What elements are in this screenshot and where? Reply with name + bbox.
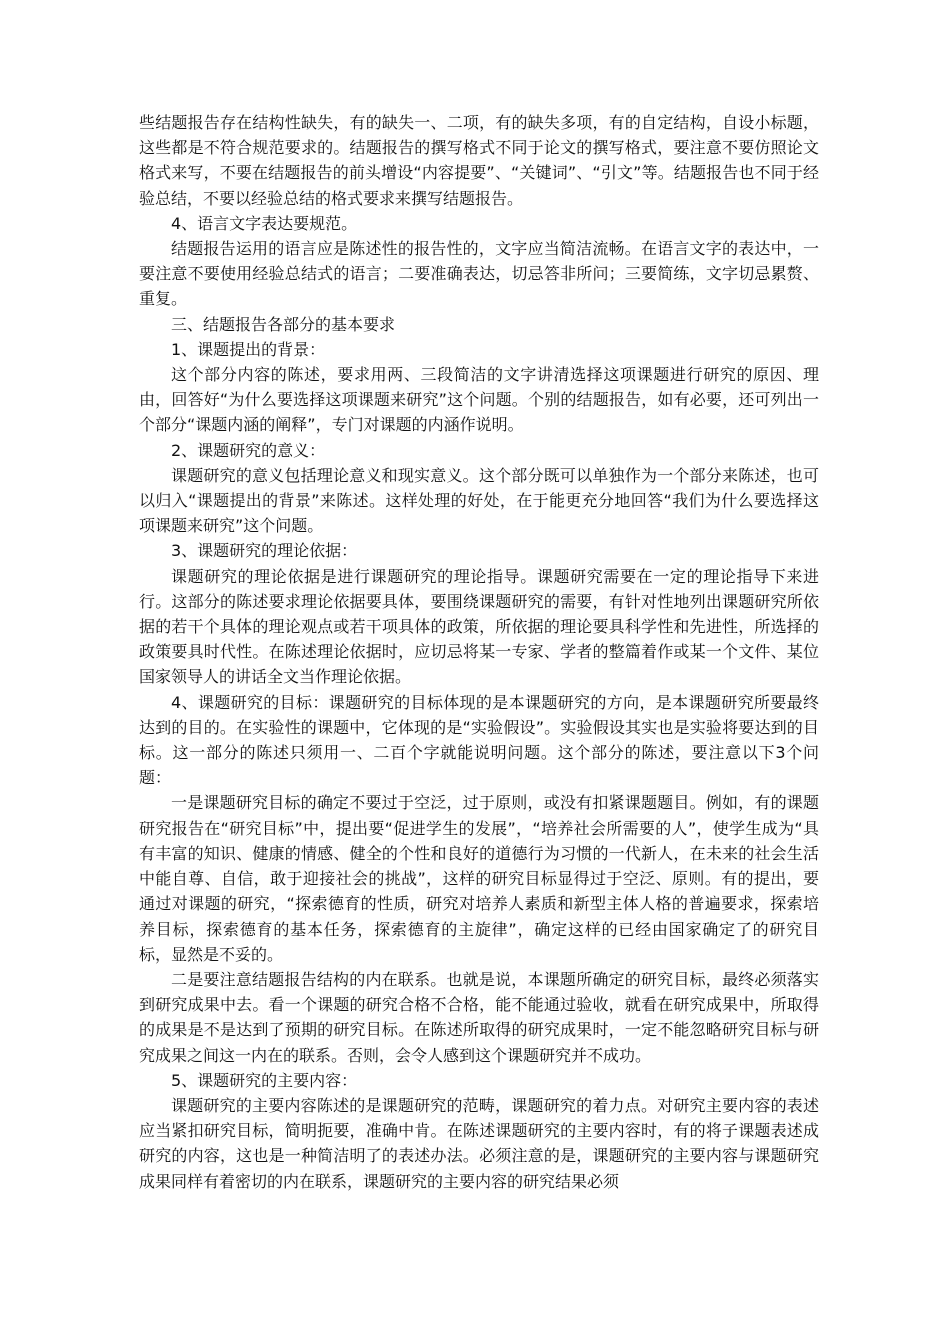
heading-theoretical-basis: 3、课题研究的理论依据： xyxy=(171,541,358,561)
paragraph-goal-issue-one: 一是课题研究目标的确定不要过于空泛，过于原则，或没有扣紧课题题目。例如，有的课题研究报告在“研究目标”中，提出要“促进学生的发展”，“培养社会所需要的人”，使学生成为“具有丰富的知识、健康的情感、健全的个性和良好的道德行为习惯的一代新人，在未来的社会生活中能自尊、自信，敢于迎接社会的挑战”，这样的研究目标显得过于空泛、原则。有的提出，要通过对课题的研究，“探索德育的性质，研究对培养人素质和新型主体人格的普遍要求，探索培养目标，探索德育的基本任务，探索德育的主旋律”，确定这样的已经由国家确定了的研究目标，显然是不妥的。 xyxy=(139,793,819,964)
document-page xyxy=(139,110,819,1194)
paragraph-main-content: 课题研究的主要内容陈述的是课题研究的范畴，课题研究的着力点。对研究主要内容的表述应当紧扣研究目标，简明扼要，准确中肯。在陈述课题研究的主要内容时，有的将子课题表述成研究的内容，这也是一种简洁明了的表述办法。必须注意的是，课题研究的主要内容与课题研究成果同样有着密切的内在联系，课题研究的主要内容的研究结果必须 xyxy=(139,1095,819,1191)
heading-background: 1、课题提出的背景： xyxy=(171,339,326,359)
paragraph-language: 结题报告运用的语言应是陈述性的报告性的，文字应当简洁流畅。在语言文字的表达中，一要注意不要使用经验总结式的语言；二要准确表达，切忌答非所问；三要简练，文字切忌累赘、重复。 xyxy=(139,239,819,309)
paragraph-goal-issue-two: 二是要注意结题报告结构的内在联系。也就是说，本课题所确定的研究目标，最终必须落实到研究成果中去。看一个课题的研究合格不合格，能不能通过验收，就看在研究成果中，所取得的成果是不是达到了预期的研究目标。在陈述所取得的研究成果时，一定不能忽略研究目标与研究成果之间这一内在的联系。否则，会令人感到这个课题研究并不成功。 xyxy=(139,969,819,1065)
heading-main-content: 5、课题研究的主要内容： xyxy=(171,1070,358,1090)
heading-significance: 2、课题研究的意义： xyxy=(171,440,326,460)
paragraph-theoretical-basis: 课题研究的理论依据是进行课题研究的理论指导。课题研究需要在一定的理论指导下来进行。这部分的陈述要求理论依据要具体，要围绕课题研究的需要，有针对性地列出课题研究所依据的若干个具体的理论观点或若干项具体的政策，所依据的理论要具科学性和先进性，所选择的政策要具时代性。在陈述理论依据时，应切忌将某一专家、学者的整篇着作或某一个文件、某位国家领导人的讲话全文当作理论依据。 xyxy=(139,566,819,687)
paragraph-background: 这个部分内容的陈述，要求用两、三段简洁的文字讲清选择这项课题进行研究的原因、理由，回答好“为什么要选择这项课题来研究”这个问题。个别的结题报告，如有必要，还可列出一个部分“课题内涵的阐释”，专门对课题的内涵作说明。 xyxy=(139,365,819,435)
paragraph-research-goals: 4、课题研究的目标：课题研究的目标体现的是本课题研究的方向，是本课题研究所要最终达到的目的。在实验性的课题中，它体现的是“实验假设”。实验假设其实也是实验将要达到的目标。这一部分的陈述只须用一、二百个字就能说明问题。这个部分的陈述，要注意以下3个问题： xyxy=(139,692,819,788)
paragraph-significance: 课题研究的意义包括理论意义和现实意义。这个部分既可以单独作为一个部分来陈述，也可以归入“课题提出的背景”来陈述。这样处理的好处，在于能更充分地回答“我们为什么要选择这项课题来研究”这个问题。 xyxy=(139,465,819,536)
paragraph-structure-issues: 些结题报告存在结构性缺失，有的缺失一、二项，有的缺失多项，有的自定结构，自设小标题，这些都是不符合规范要求的。结题报告的撰写格式不同于论文的撰写格式，要注意不要仿照论文格式来写，不要在结题报告的前头增设“内容提要”、“关键词”、“引文”等。结题报告也不同于经验总结，不要以经验总结的格式要求来撰写结题报告。 xyxy=(139,113,819,208)
heading-language-standards: 4、语言文字表达要规范。 xyxy=(171,213,358,233)
section-heading-basic-requirements: 三、结题报告各部分的基本要求 xyxy=(171,314,396,334)
